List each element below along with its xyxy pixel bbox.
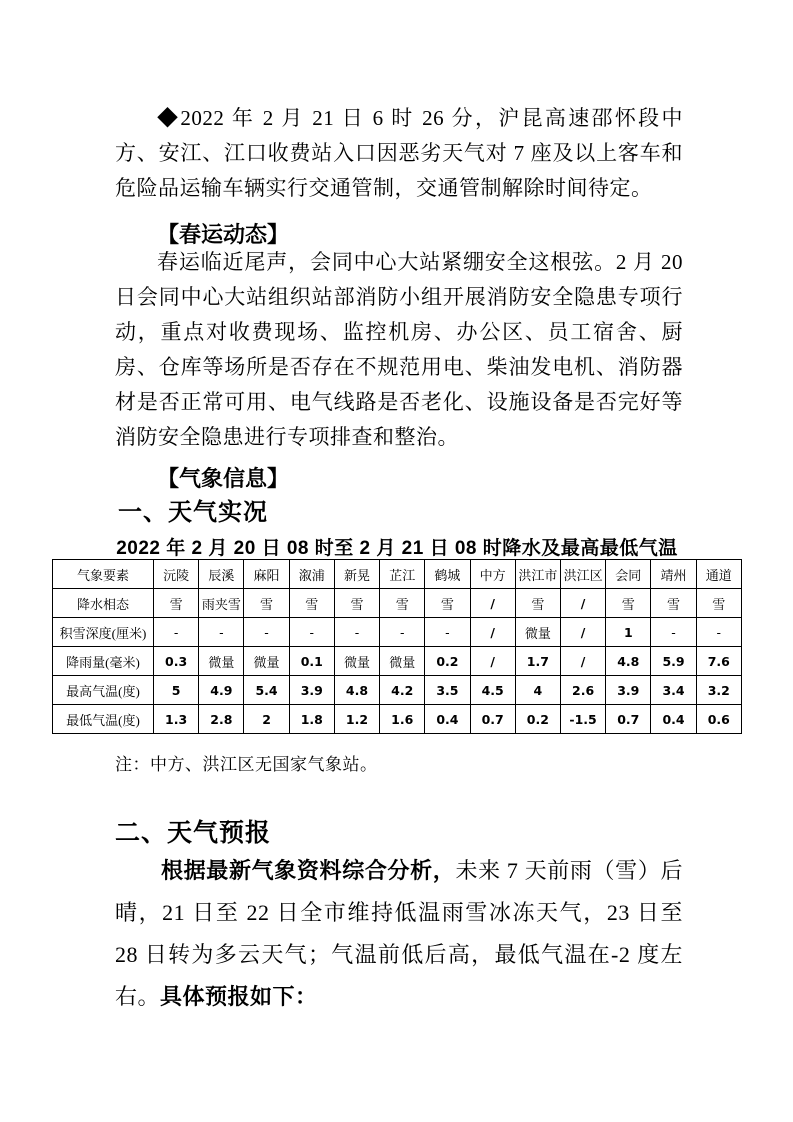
table-cell: 雪 [515,589,560,618]
table-cell: / [560,618,605,647]
table-cell: / [470,647,515,676]
table-cell: 微量 [334,647,379,676]
table-header-cell: 芷江 [380,560,425,589]
paragraph-traffic-control: ◆2022 年 2 月 21 日 6 时 26 分，沪昆高速邵怀段中方、安江、江口收费站入口因恶劣天气对 7 座及以上客车和危险品运输车辆实行交通管制，交通管制解除时间待定。 [115,106,683,200]
table-header-cell: 鹤城 [425,560,470,589]
table-row [53,647,742,676]
table-cell: 雪 [380,589,425,618]
table-cell: 0.7 [606,705,651,734]
heading-weather-forecast: 二、天气预报 [115,819,272,847]
table-cell: 4.8 [606,647,651,676]
table-header-cell: 靖州 [651,560,696,589]
table-header-cell: 气象要素 [53,560,154,589]
table-row [53,589,742,618]
table-cell: 2 [244,705,289,734]
table-cell: 2.6 [560,676,605,705]
table-cell: 0.4 [425,705,470,734]
table-cell: 雪 [651,589,696,618]
table-cell: 3.9 [606,676,651,705]
table-cell: 0.3 [154,647,199,676]
table-header-cell: 会同 [606,560,651,589]
table-cell: 雪 [154,589,199,618]
weather-table-container [52,559,742,734]
table-cell: 0.2 [425,647,470,676]
table-row [53,676,742,705]
table-cell: 5.9 [651,647,696,676]
table-row-label: 最低气温(度) [53,705,154,734]
table-cell: 1.2 [334,705,379,734]
table-cell: 3.5 [425,676,470,705]
table-cell: 雪 [606,589,651,618]
table-cell: 微量 [244,647,289,676]
table-cell: - [425,618,470,647]
table-cell: 4.5 [470,676,515,705]
table-cell: - [244,618,289,647]
table-cell: 0.6 [696,705,741,734]
paragraph-chunyun-safety: 春运临近尾声，会同中心大站紧绷安全这根弦。2 月 20 日会同中心大站组织站部消防小组开展消防安全隐患专项行动，重点对收费现场、监控机房、办公区、员工宿舍、厨房、仓库等场所是否存在不规范用电、柴油发电机、消防器材是否正常可用、电气线路是否老化、设施设备是否完好等消防安全隐患进行专项排查和整治。 [115,250,683,449]
paragraph-forecast [115,850,683,1020]
table-row [53,705,742,734]
table-cell: - [696,618,741,647]
table-row-label: 降雨量(毫米) [53,647,154,676]
table-cell: - [334,618,379,647]
weather-table-title: 2022 年 2 月 20 日 08 时至 2 月 21 日 08 时降水及最高最低气温 [116,538,678,559]
table-header-cell: 通道 [696,560,741,589]
table-cell: 3.4 [651,676,696,705]
table-header-cell: 溆浦 [289,560,334,589]
table-cell: 1.6 [380,705,425,734]
table-cell: 0.1 [289,647,334,676]
table-cell: 微量 [515,618,560,647]
section-heading-qixiang: 【气象信息】 [157,466,290,491]
table-cell: 1.8 [289,705,334,734]
table-cell: - [651,618,696,647]
table-row-label: 降水相态 [53,589,154,618]
table-cell: 3.2 [696,676,741,705]
table-cell: 雪 [334,589,379,618]
table-cell: 雪 [289,589,334,618]
table-row-label: 积雪深度(厘米) [53,618,154,647]
table-cell: / [560,647,605,676]
table-cell: / [470,589,515,618]
table-cell: 7.6 [696,647,741,676]
table-row [53,618,742,647]
weather-table [52,559,742,734]
table-header-cell: 中方 [470,560,515,589]
table-cell: 4.2 [380,676,425,705]
table-cell: 微量 [380,647,425,676]
section-heading-chunyun: 【春运动态】 [157,222,290,247]
table-cell: 雪 [244,589,289,618]
table-cell: 雪 [696,589,741,618]
table-cell: 5.4 [244,676,289,705]
table-header-cell: 洪江区 [560,560,605,589]
table-cell: 1.3 [154,705,199,734]
table-cell: - [154,618,199,647]
forecast-bold-lead: 根据最新气象资料综合分析， [161,858,456,883]
table-cell: 4.8 [334,676,379,705]
table-cell: 雨夹雪 [199,589,244,618]
table-cell: 1.7 [515,647,560,676]
table-cell: - [289,618,334,647]
table-cell: 1 [606,618,651,647]
table-header-cell: 辰溪 [199,560,244,589]
table-cell: 5 [154,676,199,705]
table-cell: 4 [515,676,560,705]
table-cell: 0.4 [651,705,696,734]
table-cell: 4.9 [199,676,244,705]
table-row-label: 最高气温(度) [53,676,154,705]
table-cell: 雪 [425,589,470,618]
table-cell: - [199,618,244,647]
heading-weather-actual: 一、天气实况 [118,499,268,526]
table-cell: / [470,618,515,647]
table-cell: -1.5 [560,705,605,734]
forecast-body-text: 未来 7 天前雨（雪）后晴，21 日至 22 日全市维持低温雨雪冰冻天气，23 日至 28 日转为多云天气；气温前低后高，最低气温在-2 度左右。 [115,858,683,1009]
table-cell: 2.8 [199,705,244,734]
table-cell: - [380,618,425,647]
table-cell: 微量 [199,647,244,676]
table-header-row [53,560,742,589]
table-header-cell: 洪江市 [515,560,560,589]
table-header-cell: 新晃 [334,560,379,589]
table-cell: / [560,589,605,618]
table-note: 注：中方、洪江区无国家气象站。 [115,755,378,774]
table-header-cell: 麻阳 [244,560,289,589]
forecast-bold-tail: 具体预报如下： [160,984,318,1009]
table-header-cell: 沅陵 [154,560,199,589]
table-cell: 0.2 [515,705,560,734]
table-cell: 3.9 [289,676,334,705]
table-cell: 0.7 [470,705,515,734]
